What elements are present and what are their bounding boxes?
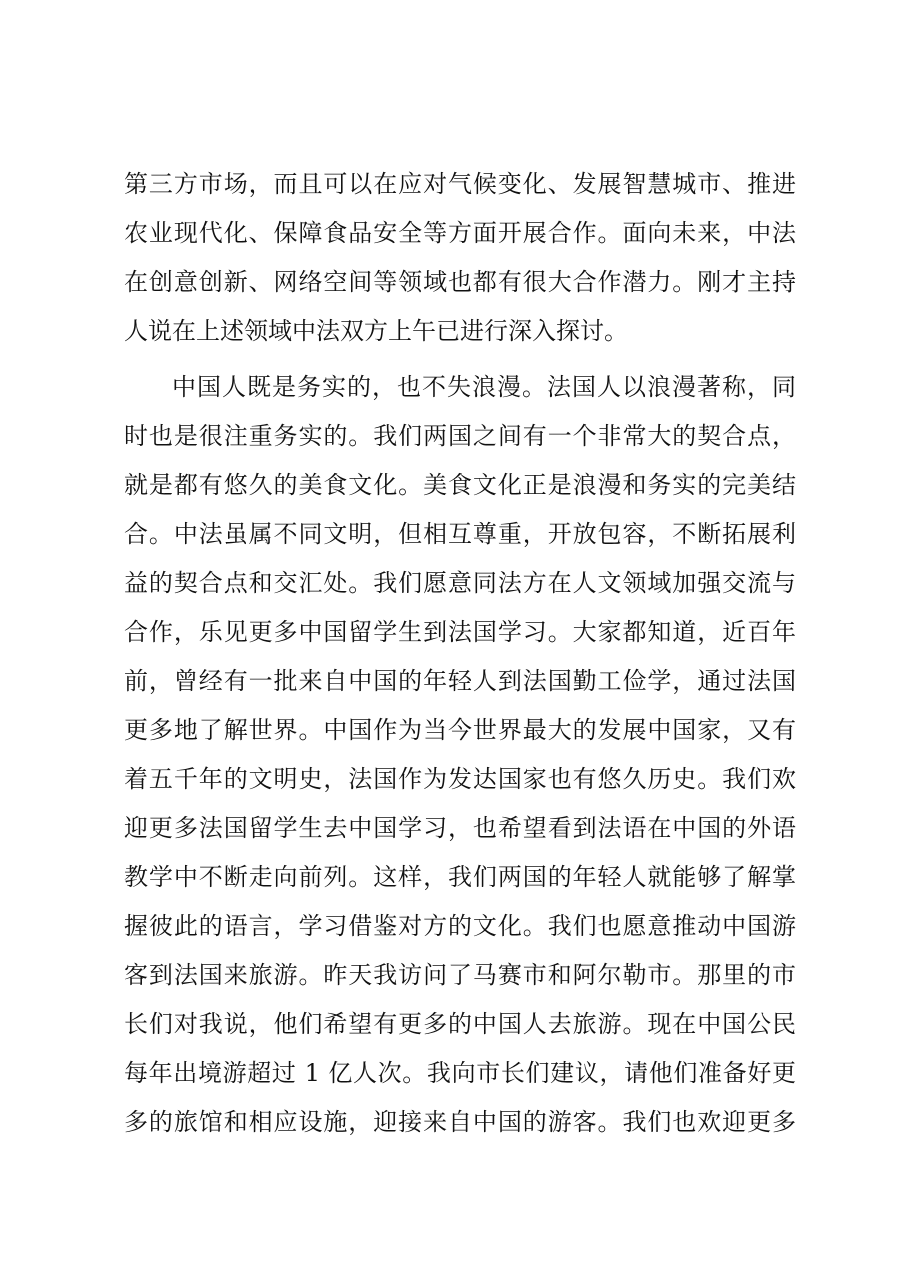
text-line: 人说在上述领域中法双方上午已进行深入探讨。: [124, 317, 628, 345]
text-line: 时也是很注重务实的。我们两国之间有一个非常大的契合点，: [124, 422, 796, 450]
text-line: 在创意创新、网络空间等领域也都有很大合作潜力。刚才主持: [124, 268, 796, 296]
text-line: 益的契合点和交汇处。我们愿意同法方在人文领域加强交流与: [124, 569, 796, 597]
text-line: 客到法国来旅游。昨天我访问了马赛市和阿尔勒市。那里的市: [124, 961, 796, 989]
paragraph-1: [124, 160, 804, 356]
text-line: 长们对我说，他们希望有更多的中国人去旅游。现在中国公民: [124, 1010, 796, 1038]
text-line: 就是都有悠久的美食文化。美食文化正是浪漫和务实的完美结: [124, 471, 796, 499]
text-line: 合作，乐见更多中国留学生到法国学习。大家都知道，近百年: [124, 618, 796, 646]
text-line: 教学中不断走向前列。这样，我们两国的年轻人就能够了解掌: [124, 863, 796, 891]
text-line: 合。中法虽属不同文明，但相互尊重，开放包容，不断拓展利: [124, 520, 796, 548]
text-line: 握彼此的语言，学习借鉴对方的文化。我们也愿意推动中国游: [124, 912, 796, 940]
text-line: 多的旅馆和相应设施，迎接来自中国的游客。我们也欢迎更多: [124, 1108, 796, 1136]
text-line: 中国人既是务实的，也不失浪漫。法国人以浪漫著称，同: [172, 373, 796, 401]
text-line: 着五千年的文明史，法国作为发达国家也有悠久历史。我们欢: [124, 765, 796, 793]
body-text: [124, 160, 804, 1147]
text-line: 迎更多法国留学生去中国学习，也希望看到法语在中国的外语: [124, 814, 796, 842]
text-line: 农业现代化、保障食品安全等方面开展合作。面向未来，中法: [124, 219, 796, 247]
text-line: 更多地了解世界。中国作为当今世界最大的发展中国家，又有: [124, 716, 796, 744]
text-line: 每年出境游超过 1 亿人次。我向市长们建议，请他们准备好更: [124, 1059, 796, 1087]
paragraph-2: [124, 363, 804, 1147]
text-line: 第三方市场，而且可以在应对气候变化、发展智慧城市、推进: [124, 170, 796, 198]
text-line: 前，曾经有一批来自中国的年轻人到法国勤工俭学，通过法国: [124, 667, 796, 695]
